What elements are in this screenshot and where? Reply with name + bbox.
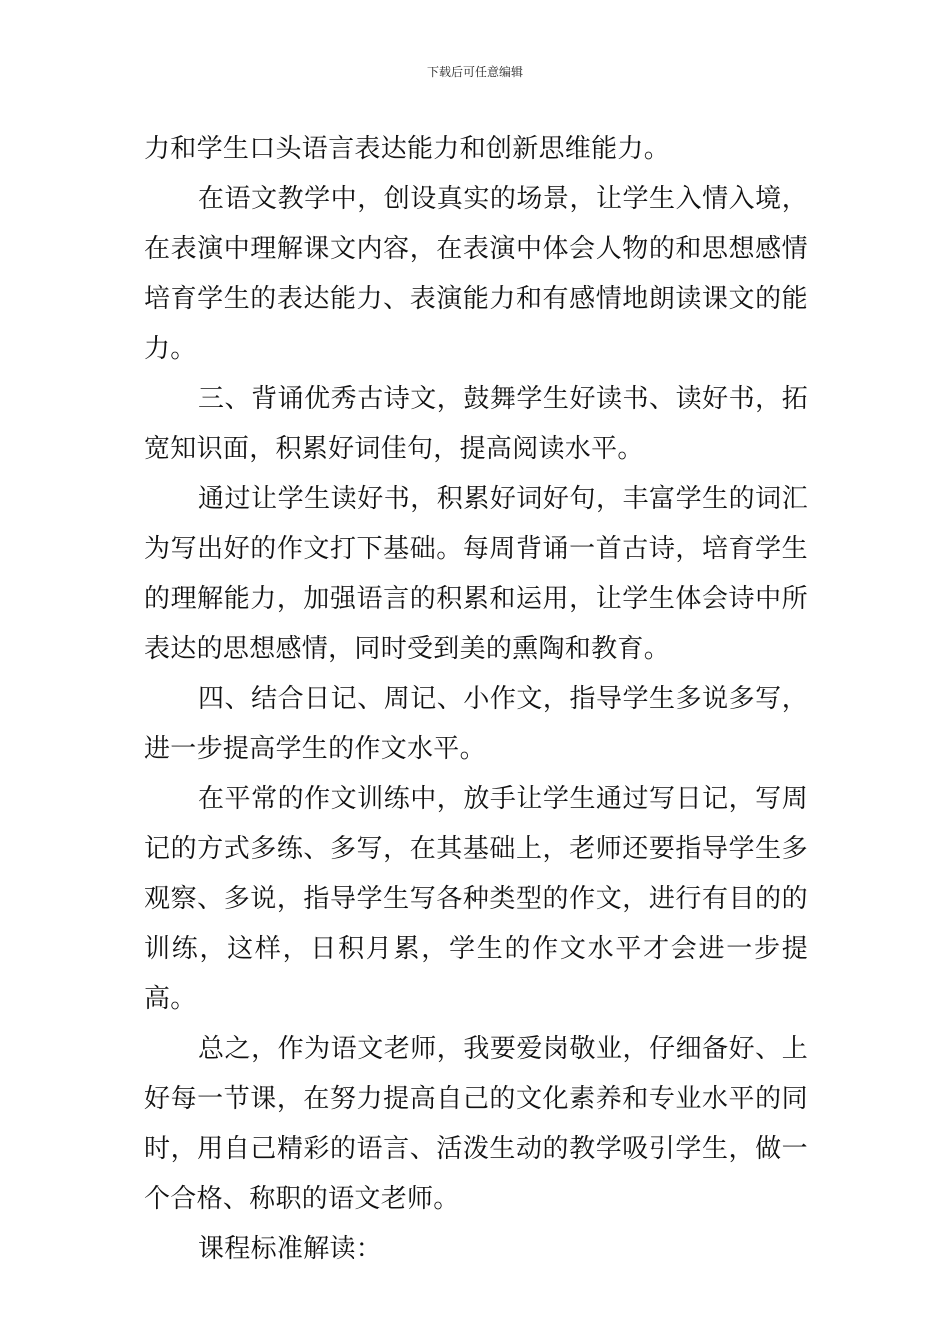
paragraph-continued-ability: 力和学生口头语言表达能力和创新思维能力。 bbox=[144, 134, 671, 164]
document-body bbox=[144, 124, 808, 1274]
paragraph-curriculum-standard-heading: 课程标准解读： bbox=[198, 1234, 383, 1264]
paragraph-conclusion: 总之，作为语文老师，我要爱岗敬业，仔细备好、上好每一节课，在努力提高自己的文化素养和专业水平的同时，用自己精彩的语言、活泼生动的教学吸引学生，做一个合格、称职的语文老师。 bbox=[144, 1034, 808, 1214]
paragraph-section-three-heading: 三、背诵优秀古诗文，鼓舞学生好读书、读好书，拓宽知识面，积累好词佳句，提高阅读水平。 bbox=[144, 384, 808, 464]
paragraph-reading-poems: 通过让学生读好书，积累好词好句，丰富学生的词汇为写出好的作文打下基础。每周背诵一首古诗，培育学生的理解能力，加强语言的积累和运用，让学生体会诗中所表达的思想感情，同时受到美的熏陶和教育。 bbox=[144, 484, 808, 664]
paragraph-scene-performance: 在语文教学中，创设真实的场景，让学生入情入境，在表演中理解课文内容，在表演中体会人物的和思想感情培育学生的表达能力、表演能力和有感情地朗读课文的能力。 bbox=[144, 184, 808, 364]
page-header: 下载后可任意编辑 bbox=[426, 65, 523, 79]
paragraph-section-four-heading: 四、结合日记、周记、小作文，指导学生多说多写，进一步提高学生的作文水平。 bbox=[144, 684, 808, 764]
paragraph-writing-training: 在平常的作文训练中，放手让学生通过写日记，写周记的方式多练、多写，在其基础上，老师还要指导学生多观察、多说，指导学生写各种类型的作文，进行有目的的训练，这样，日积月累，学生的作文水平才会进一步提高。 bbox=[144, 784, 808, 1014]
